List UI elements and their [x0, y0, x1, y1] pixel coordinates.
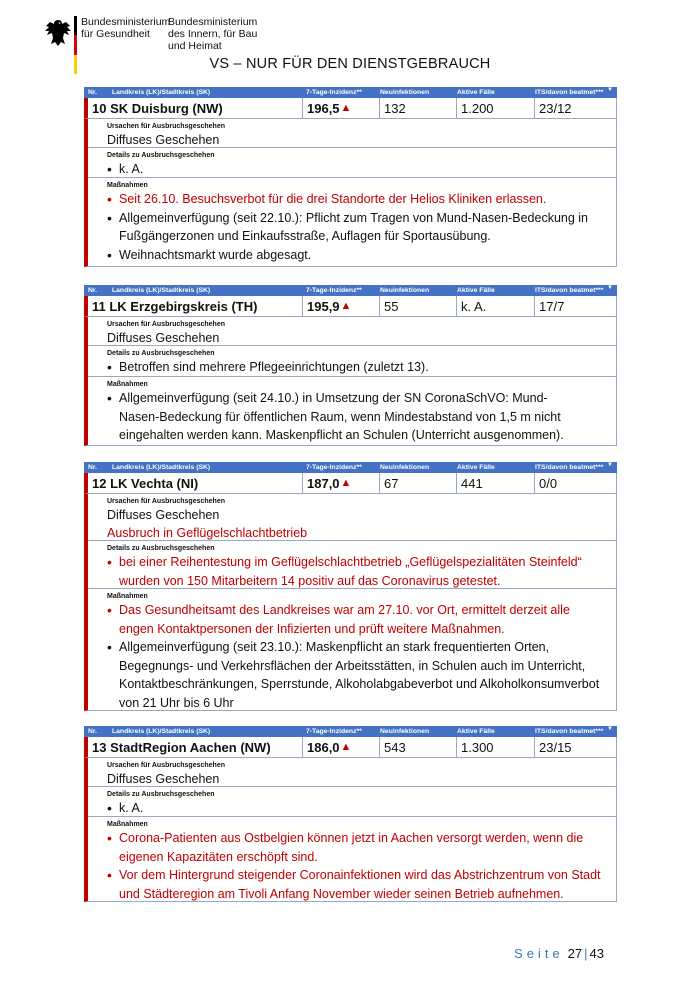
chevron-down-icon: ▼	[607, 87, 613, 93]
ursachen-text: Diffuses Geschehen	[107, 133, 220, 147]
col-inzidenz: 7-Tage-Inzidenz**	[306, 464, 362, 471]
list-item: • Allgemeinverfügung (seit 23.10.): Maskenpflicht an stark frequentierten Orten, Begegnungs- und Verkehrsflächen der Arbeitsstätten, in Schulen auch im Unterricht, Kontaktbeschränkungen, Sperrstunde, Alkoholabgabeverbot und Alkoholkonsumverbot von 21 Uhr bis 6 Uhr	[107, 638, 608, 712]
ministry-interior-label: Bundesministerium des Innern, für Bau und Heimat	[168, 16, 258, 52]
case-name: 10 SK Duisburg (NW)	[92, 100, 223, 116]
list-item: • Vor dem Hintergrund steigender Coronainfektionen wird das Abstrichzentrum von Stadt und Städteregion am Tivoli Anfang November wieder seinen Betrieb aufnehmen.	[107, 866, 608, 903]
federal-eagle-icon	[44, 18, 72, 48]
case-name: 13 StadtRegion Aachen (NW)	[92, 739, 271, 755]
col-nr: Nr.	[88, 89, 98, 96]
page-number	[514, 946, 604, 961]
case-aktive: 441	[456, 473, 534, 493]
col-aktive: Aktive Fälle	[457, 287, 495, 294]
col-landkreis: Landkreis (LK)/Stadtkreis (SK)	[112, 728, 211, 735]
col-its: ITS/davon beatmet***	[535, 287, 604, 294]
list-item: • bei einer Reihentestung im Geflügelschlachtbetrieb „Geflügelspezialitäten Steinfeld“ wurden von 150 Mitarbeitern 14 positiv auf das Coronavirus getestet.	[107, 553, 608, 590]
triangle-up-icon: ▲	[340, 102, 352, 114]
section-ursachen	[88, 119, 616, 148]
col-landkreis: Landkreis (LK)/Stadtkreis (SK)	[112, 287, 211, 294]
col-landkreis: Landkreis (LK)/Stadtkreis (SK)	[112, 464, 211, 471]
ministry-health-label: Bundesministerium für Gesundheit	[81, 16, 171, 40]
case-summary-row	[84, 296, 617, 317]
label-ursachen: Ursachen für Ausbruchsgeschehen	[107, 123, 225, 130]
case-its: 23/15	[534, 737, 616, 757]
col-neuinfektionen: Neuinfektionen	[380, 287, 430, 294]
ursachen-text: Diffuses Geschehen	[107, 772, 220, 786]
list-item: • Corona-Patienten aus Ostbelgien können jetzt in Aachen versorgt werden, wenn die eigenen Kapazitäten erschöpft sind.	[107, 829, 608, 866]
list-item: • k. A.	[107, 799, 608, 818]
triangle-up-icon: ▲	[340, 300, 352, 312]
label-details: Details zu Ausbruchsgeschehen	[107, 152, 215, 159]
triangle-up-icon: ▲	[340, 741, 352, 753]
case-neuinfektionen: 543	[379, 737, 456, 757]
ursachen-text: Diffuses Geschehen	[107, 508, 220, 522]
label-ursachen: Ursachen für Ausbruchsgeschehen	[107, 762, 225, 769]
case-details	[84, 317, 617, 446]
label-details: Details zu Ausbruchsgeschehen	[107, 791, 215, 798]
section-massnahmen	[88, 377, 616, 445]
col-aktive: Aktive Fälle	[457, 464, 495, 471]
section-massnahmen	[88, 589, 616, 710]
label-ursachen: Ursachen für Ausbruchsgeschehen	[107, 498, 225, 505]
case-block-12	[84, 462, 617, 711]
page-divider: |	[584, 946, 588, 961]
col-its: ITS/davon beatmet***	[535, 89, 604, 96]
col-landkreis: Landkreis (LK)/Stadtkreis (SK)	[112, 89, 211, 96]
case-aktive: 1.200	[456, 98, 534, 118]
case-neuinfektionen: 55	[379, 296, 456, 316]
table-header	[84, 726, 617, 737]
section-details	[88, 148, 616, 178]
col-nr: Nr.	[88, 464, 98, 471]
list-item: • Seit 26.10. Besuchsverbot für die drei Standorte der Helios Kliniken erlassen.	[107, 190, 608, 209]
case-inzidenz: 196,5 ▲	[302, 98, 379, 118]
case-inzidenz: 186,0 ▲	[302, 737, 379, 757]
case-inzidenz: 187,0 ▲	[302, 473, 379, 493]
case-neuinfektionen: 132	[379, 98, 456, 118]
case-summary-row	[84, 737, 617, 758]
case-inzidenz: 195,9 ▲	[302, 296, 379, 316]
case-aktive: k. A.	[456, 296, 534, 316]
table-header	[84, 462, 617, 473]
triangle-up-icon: ▲	[340, 477, 352, 489]
col-inzidenz: 7-Tage-Inzidenz**	[306, 728, 362, 735]
section-massnahmen	[88, 178, 616, 266]
ursachen-text: Diffuses Geschehen	[107, 331, 220, 345]
section-massnahmen	[88, 817, 616, 901]
case-summary-row	[84, 98, 617, 119]
label-massnahmen: Maßnahmen	[107, 182, 148, 189]
section-details	[88, 541, 616, 589]
case-block-10	[84, 87, 617, 267]
col-inzidenz: 7-Tage-Inzidenz**	[306, 89, 362, 96]
case-details	[84, 758, 617, 902]
col-nr: Nr.	[88, 287, 98, 294]
col-aktive: Aktive Fälle	[457, 728, 495, 735]
label-details: Details zu Ausbruchsgeschehen	[107, 545, 215, 552]
case-its: 0/0	[534, 473, 616, 493]
col-neuinfektionen: Neuinfektionen	[380, 464, 430, 471]
list-item: • Allgemeinverfügung (seit 24.10.) in Umsetzung der SN CoronaSchVO: Mund-Nasen-Bedeckung für öffentlichen Raum, wenn Mindestabstand von 1,5 m nicht eingehalten werden kann. Maskenpflicht an Schulen (Unterricht ausgenommen).	[107, 389, 608, 445]
total-pages: 43	[589, 946, 604, 961]
case-its: 23/12	[534, 98, 616, 118]
section-details	[88, 346, 616, 377]
case-summary-row	[84, 473, 617, 494]
section-details	[88, 787, 616, 817]
chevron-down-icon: ▼	[607, 462, 613, 468]
col-nr: Nr.	[88, 728, 98, 735]
col-its: ITS/davon beatmet***	[535, 464, 604, 471]
label-massnahmen: Maßnahmen	[107, 381, 148, 388]
list-item: • Das Gesundheitsamt des Landkreises war am 27.10. vor Ort, ermittelt derzeit alle engen Kontaktpersonen der Infizierten und prüft weitere Maßnahmen.	[107, 601, 608, 638]
col-neuinfektionen: Neuinfektionen	[380, 89, 430, 96]
chevron-down-icon: ▼	[607, 285, 613, 291]
current-page: 27	[567, 946, 583, 961]
label-massnahmen: Maßnahmen	[107, 821, 148, 828]
case-block-13	[84, 726, 617, 902]
case-aktive: 1.300	[456, 737, 534, 757]
label-massnahmen: Maßnahmen	[107, 593, 148, 600]
list-item: • k. A.	[107, 160, 608, 179]
case-its: 17/7	[534, 296, 616, 316]
ursachen-outbreak-text: Ausbruch in Geflügelschlachtbetrieb	[107, 526, 308, 540]
table-header	[84, 87, 617, 98]
classification-title: VS – NUR FÜR DEN DIENSTGEBRAUCH	[209, 56, 491, 72]
case-block-11	[84, 285, 617, 446]
col-aktive: Aktive Fälle	[457, 89, 495, 96]
case-name: 11 LK Erzgebirgskreis (TH)	[92, 298, 258, 314]
case-details	[84, 119, 617, 267]
list-item: • Weihnachtsmarkt wurde abgesagt.	[107, 246, 608, 265]
col-neuinfektionen: Neuinfektionen	[380, 728, 430, 735]
col-inzidenz: 7-Tage-Inzidenz**	[306, 287, 362, 294]
case-name: 12 LK Vechta (NI)	[92, 475, 199, 491]
label-ursachen: Ursachen für Ausbruchsgeschehen	[107, 321, 225, 328]
chevron-down-icon: ▼	[607, 726, 613, 732]
table-header	[84, 285, 617, 296]
case-details	[84, 494, 617, 711]
section-ursachen	[88, 758, 616, 787]
col-its: ITS/davon beatmet***	[535, 728, 604, 735]
case-neuinfektionen: 67	[379, 473, 456, 493]
label-details: Details zu Ausbruchsgeschehen	[107, 350, 215, 357]
section-ursachen	[88, 494, 616, 541]
section-ursachen	[88, 317, 616, 346]
list-item: • Betroffen sind mehrere Pflegeeinrichtungen (zuletzt 13).	[107, 358, 608, 377]
list-item: • Allgemeinverfügung (seit 22.10.): Pflicht zum Tragen von Mund-Nasen-Bedeckung in Fußgängerzonen und Einkaufsstraße, Auflagen für Sportausübung.	[107, 209, 608, 246]
page-label: Seite	[514, 946, 564, 961]
